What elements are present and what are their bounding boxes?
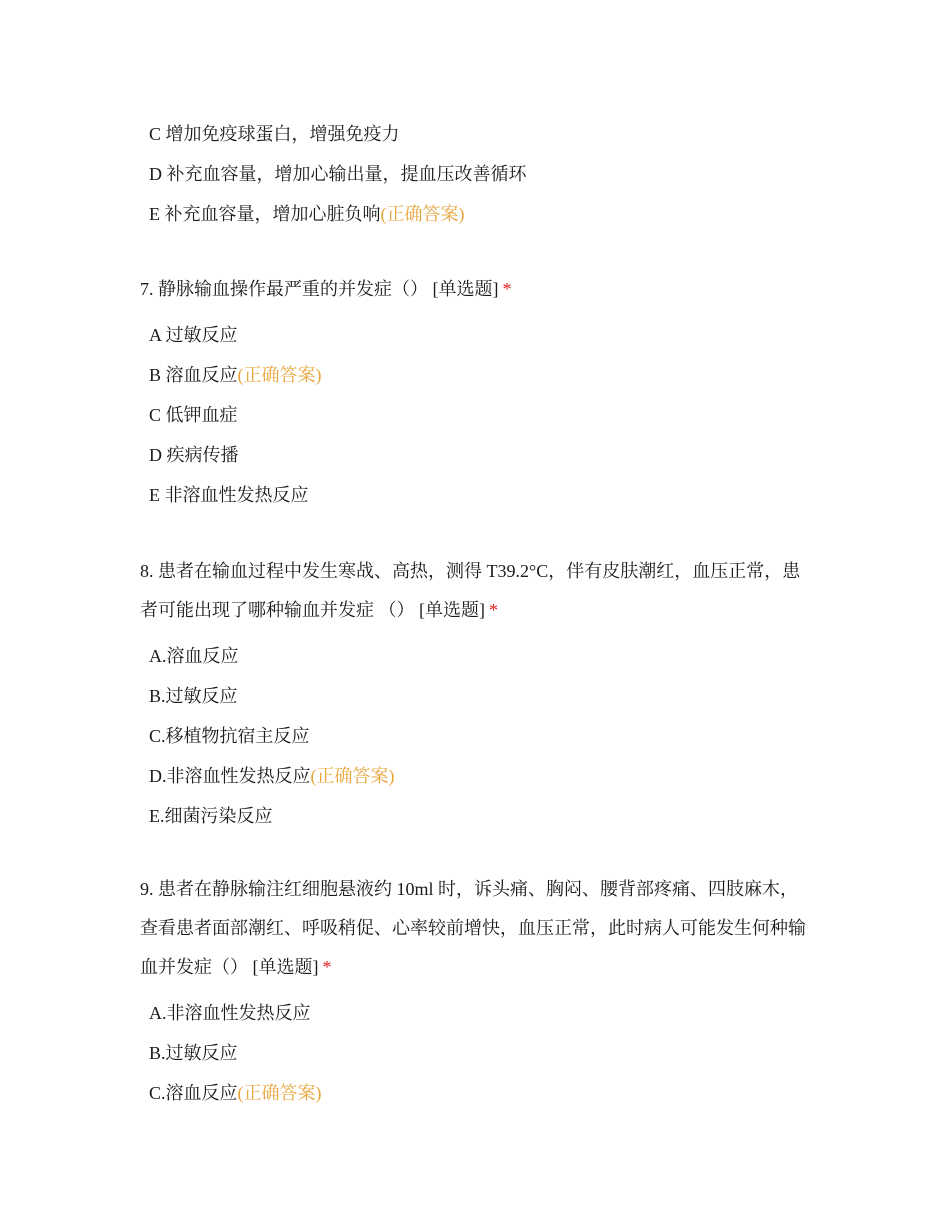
required-mark: * <box>502 279 512 299</box>
option-8c[interactable]: C.移植物抗宿主反应 <box>149 726 310 746</box>
question-8 <box>140 552 810 836</box>
question-6-tail <box>140 114 820 234</box>
question-9-options <box>140 993 815 1113</box>
correct-answer-tag: (正确答案) <box>310 766 395 786</box>
question-6-options <box>140 114 820 234</box>
correct-answer-tag: (正确答案) <box>237 365 322 385</box>
option-6c[interactable]: C 增加免疫球蛋白，增强免疫力 <box>149 124 400 144</box>
option-8a[interactable]: A.溶血反应 <box>149 646 239 666</box>
required-mark: * <box>322 957 332 977</box>
option-8b[interactable]: B.过敏反应 <box>149 686 238 706</box>
option-7b[interactable]: B 溶血反应(正确答案) <box>149 365 322 385</box>
question-9-text: 9. 患者在静脉输注红细胞悬液约 10ml 时，诉头痛、胸闷、腰背部疼痛、四肢麻木，查看患者面部潮红、呼吸稍促、心率较前增快，血压正常，此时病人可能发生何种输血并发症（） [单选题] * <box>140 879 806 977</box>
option-7a[interactable]: A 过敏反应 <box>149 325 238 345</box>
option-8e[interactable]: E.细菌污染反应 <box>149 806 273 826</box>
option-6d[interactable]: D 补充血容量，增加心输出量，提血压改善循环 <box>149 164 527 184</box>
option-7c[interactable]: C 低钾血症 <box>149 405 238 425</box>
option-8d[interactable]: D.非溶血性发热反应(正确答案) <box>149 766 395 786</box>
required-mark: * <box>489 600 498 620</box>
question-7 <box>140 270 820 515</box>
question-8-text: 8. 患者在输血过程中发生寒战、高热，测得 T39.2°C，伴有皮肤潮红，血压正常，患者可能出现了哪种输血并发症 （） [单选题] * <box>140 561 801 620</box>
question-7-options <box>140 315 820 515</box>
correct-answer-tag: (正确答案) <box>380 204 465 224</box>
question-9 <box>140 870 815 1113</box>
correct-answer-tag: (正确答案) <box>237 1083 322 1103</box>
option-9b[interactable]: B.过敏反应 <box>149 1043 238 1063</box>
option-7e[interactable]: E 非溶血性发热反应 <box>149 485 309 505</box>
question-7-text: 7. 静脉输血操作最严重的并发症（） [单选题] * <box>140 279 512 299</box>
question-8-options <box>140 636 810 836</box>
option-7d[interactable]: D 疾病传播 <box>149 445 239 465</box>
option-9a[interactable]: A.非溶血性发热反应 <box>149 1003 311 1023</box>
option-6e[interactable]: E 补充血容量，增加心脏负响(正确答案) <box>149 204 465 224</box>
option-9c[interactable]: C.溶血反应(正确答案) <box>149 1083 322 1103</box>
